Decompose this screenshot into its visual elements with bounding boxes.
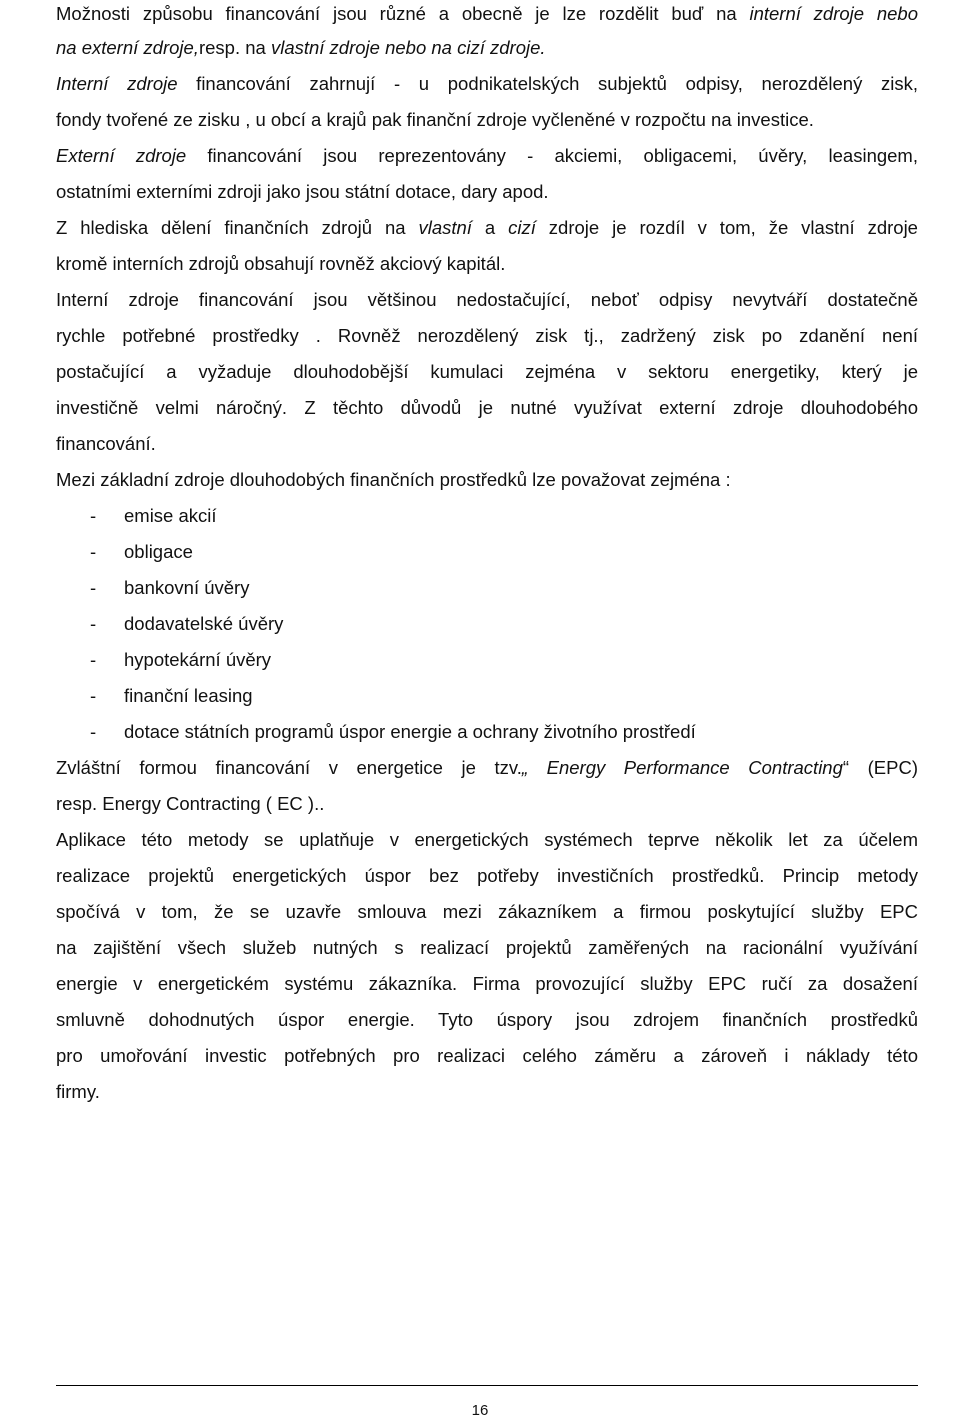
- text-run: Možnosti způsobu financování jsou různé a obecně je lze rozdělit buď na: [56, 3, 750, 24]
- list-item-text: hypotekární úvěry: [124, 649, 272, 670]
- footer-divider: [56, 1385, 918, 1386]
- paragraph-8-line-8: firmy.: [56, 1081, 100, 1102]
- paragraph-8-line-2: realizace projektů energetických úspor bez potřeby investičních prostředků. Princip metody: [56, 865, 918, 886]
- paragraph-8-line-1: Aplikace této metody se uplatňuje v energetických systémech teprve několik let za účelem: [56, 829, 918, 850]
- list-dash: -: [90, 613, 97, 634]
- text-run: zdroje je rozdíl v tom, že vlastní zdroje: [535, 217, 918, 238]
- paragraph-7-line-1: [56, 756, 918, 792]
- list-intro: Mezi základní zdroje dlouhodobých finančních prostředků lze považovat zejména :: [56, 469, 731, 490]
- paragraph-7-line-2: resp. Energy Contracting ( EC )..: [56, 793, 325, 814]
- italic-run: cizí: [508, 217, 536, 238]
- paragraph-8-line-4: na zajištění všech služeb nutných s realizací projektů zaměřených na racionální využívání: [56, 937, 918, 958]
- list-item-text: dotace státních programů úspor energie a ochrany životního prostředí: [124, 721, 696, 742]
- paragraph-5-line-4: investičně velmi náročný. Z těchto důvodů je nutné využívat externí zdroje dlouhodobého: [56, 397, 918, 418]
- list-dash: -: [90, 685, 97, 706]
- text-run: financování zahrnují - u podnikatelských subjektů odpisy, nerozdělený zisk,: [177, 73, 918, 94]
- list-dash: -: [90, 649, 97, 670]
- paragraph-8-line-6: smluvně dohodnutých úspor energie. Tyto úspory jsou zdrojem finančních prostředků: [56, 1009, 918, 1030]
- list-item: [56, 684, 918, 720]
- paragraph-4-line-1: [56, 216, 918, 252]
- text-run: Zvláštní formou financování v energetice je tzv.: [56, 757, 522, 778]
- list-item-text: bankovní úvěry: [124, 577, 250, 598]
- text-run: Z hlediska dělení finančních zdrojů na: [56, 217, 419, 238]
- paragraph-2-line-1: [56, 72, 918, 108]
- list-dash: -: [90, 541, 97, 562]
- paragraph-4-line-2: kromě interních zdrojů obsahují rovněž akciový kapitál.: [56, 253, 506, 274]
- italic-run: „ Energy Performance Contracting: [521, 757, 843, 778]
- list-item: [56, 612, 918, 648]
- paragraph-3-line-1: [56, 144, 918, 180]
- italic-run: vlastní zdroje nebo na cizí zdroje.: [270, 37, 546, 58]
- page-number: 16: [471, 1402, 489, 1419]
- italic-run: Interní zdroje: [56, 73, 178, 94]
- list-item-text: dodavatelské úvěry: [124, 613, 284, 634]
- list-item: [56, 648, 918, 684]
- paragraph-5-line-3: postačující a vyžaduje dlouhodobější kumulaci zejména v sektoru energetiky, který je: [56, 361, 918, 382]
- list-dash: -: [90, 721, 97, 742]
- list-item: [56, 720, 918, 756]
- list-dash: -: [90, 505, 97, 526]
- text-run: financování jsou reprezentovány - akciemi, obligacemi, úvěry, leasingem,: [186, 145, 918, 166]
- paragraph-3-line-2: ostatními externími zdroji jako jsou státní dotace, dary apod.: [56, 181, 549, 202]
- paragraph-8-line-5: energie v energetickém systému zákazníka. Firma provozující služby EPC ručí za dosažení: [56, 973, 918, 994]
- italic-run: interní zdroje nebo: [749, 3, 918, 24]
- paragraph-8-line-7: pro umořování investic potřebných pro realizaci celého záměru a zároveň i náklady této: [56, 1045, 918, 1066]
- italic-run: na externí zdroje,: [56, 37, 199, 58]
- list-item-text: emise akcií: [124, 505, 217, 526]
- paragraph-5-line-2: rychle potřebné prostředky . Rovněž nerozdělený zisk tj., zadržený zisk po zdanění není: [56, 325, 918, 346]
- list-item-text: obligace: [124, 541, 193, 562]
- list-item: [56, 540, 918, 576]
- text-run: “ (EPC): [842, 757, 918, 778]
- list-item: [56, 504, 918, 540]
- text-run: resp. na: [198, 37, 271, 58]
- list-item: [56, 576, 918, 612]
- italic-run: Externí zdroje: [56, 145, 187, 166]
- italic-run: vlastní: [418, 217, 472, 238]
- paragraph-5-line-5: financování.: [56, 433, 156, 454]
- list-item-text: finanční leasing: [124, 685, 253, 706]
- list-dash: -: [90, 577, 97, 598]
- paragraph-1-line-2: [56, 36, 918, 72]
- paragraph-1-line-1: [56, 2, 918, 38]
- text-run: a: [471, 217, 509, 238]
- paragraph-2-line-2: fondy tvořené ze zisku , u obcí a krajů pak finanční zdroje vyčleněné v rozpočtu na investice.: [56, 109, 814, 130]
- paragraph-8-line-3: spočívá v tom, že se uzavře smlouva mezi zákazníkem a firmou poskytující služby EPC: [56, 901, 918, 922]
- paragraph-5-line-1: Interní zdroje financování jsou většinou nedostačující, neboť odpisy nevytváří dostatečně: [56, 289, 918, 310]
